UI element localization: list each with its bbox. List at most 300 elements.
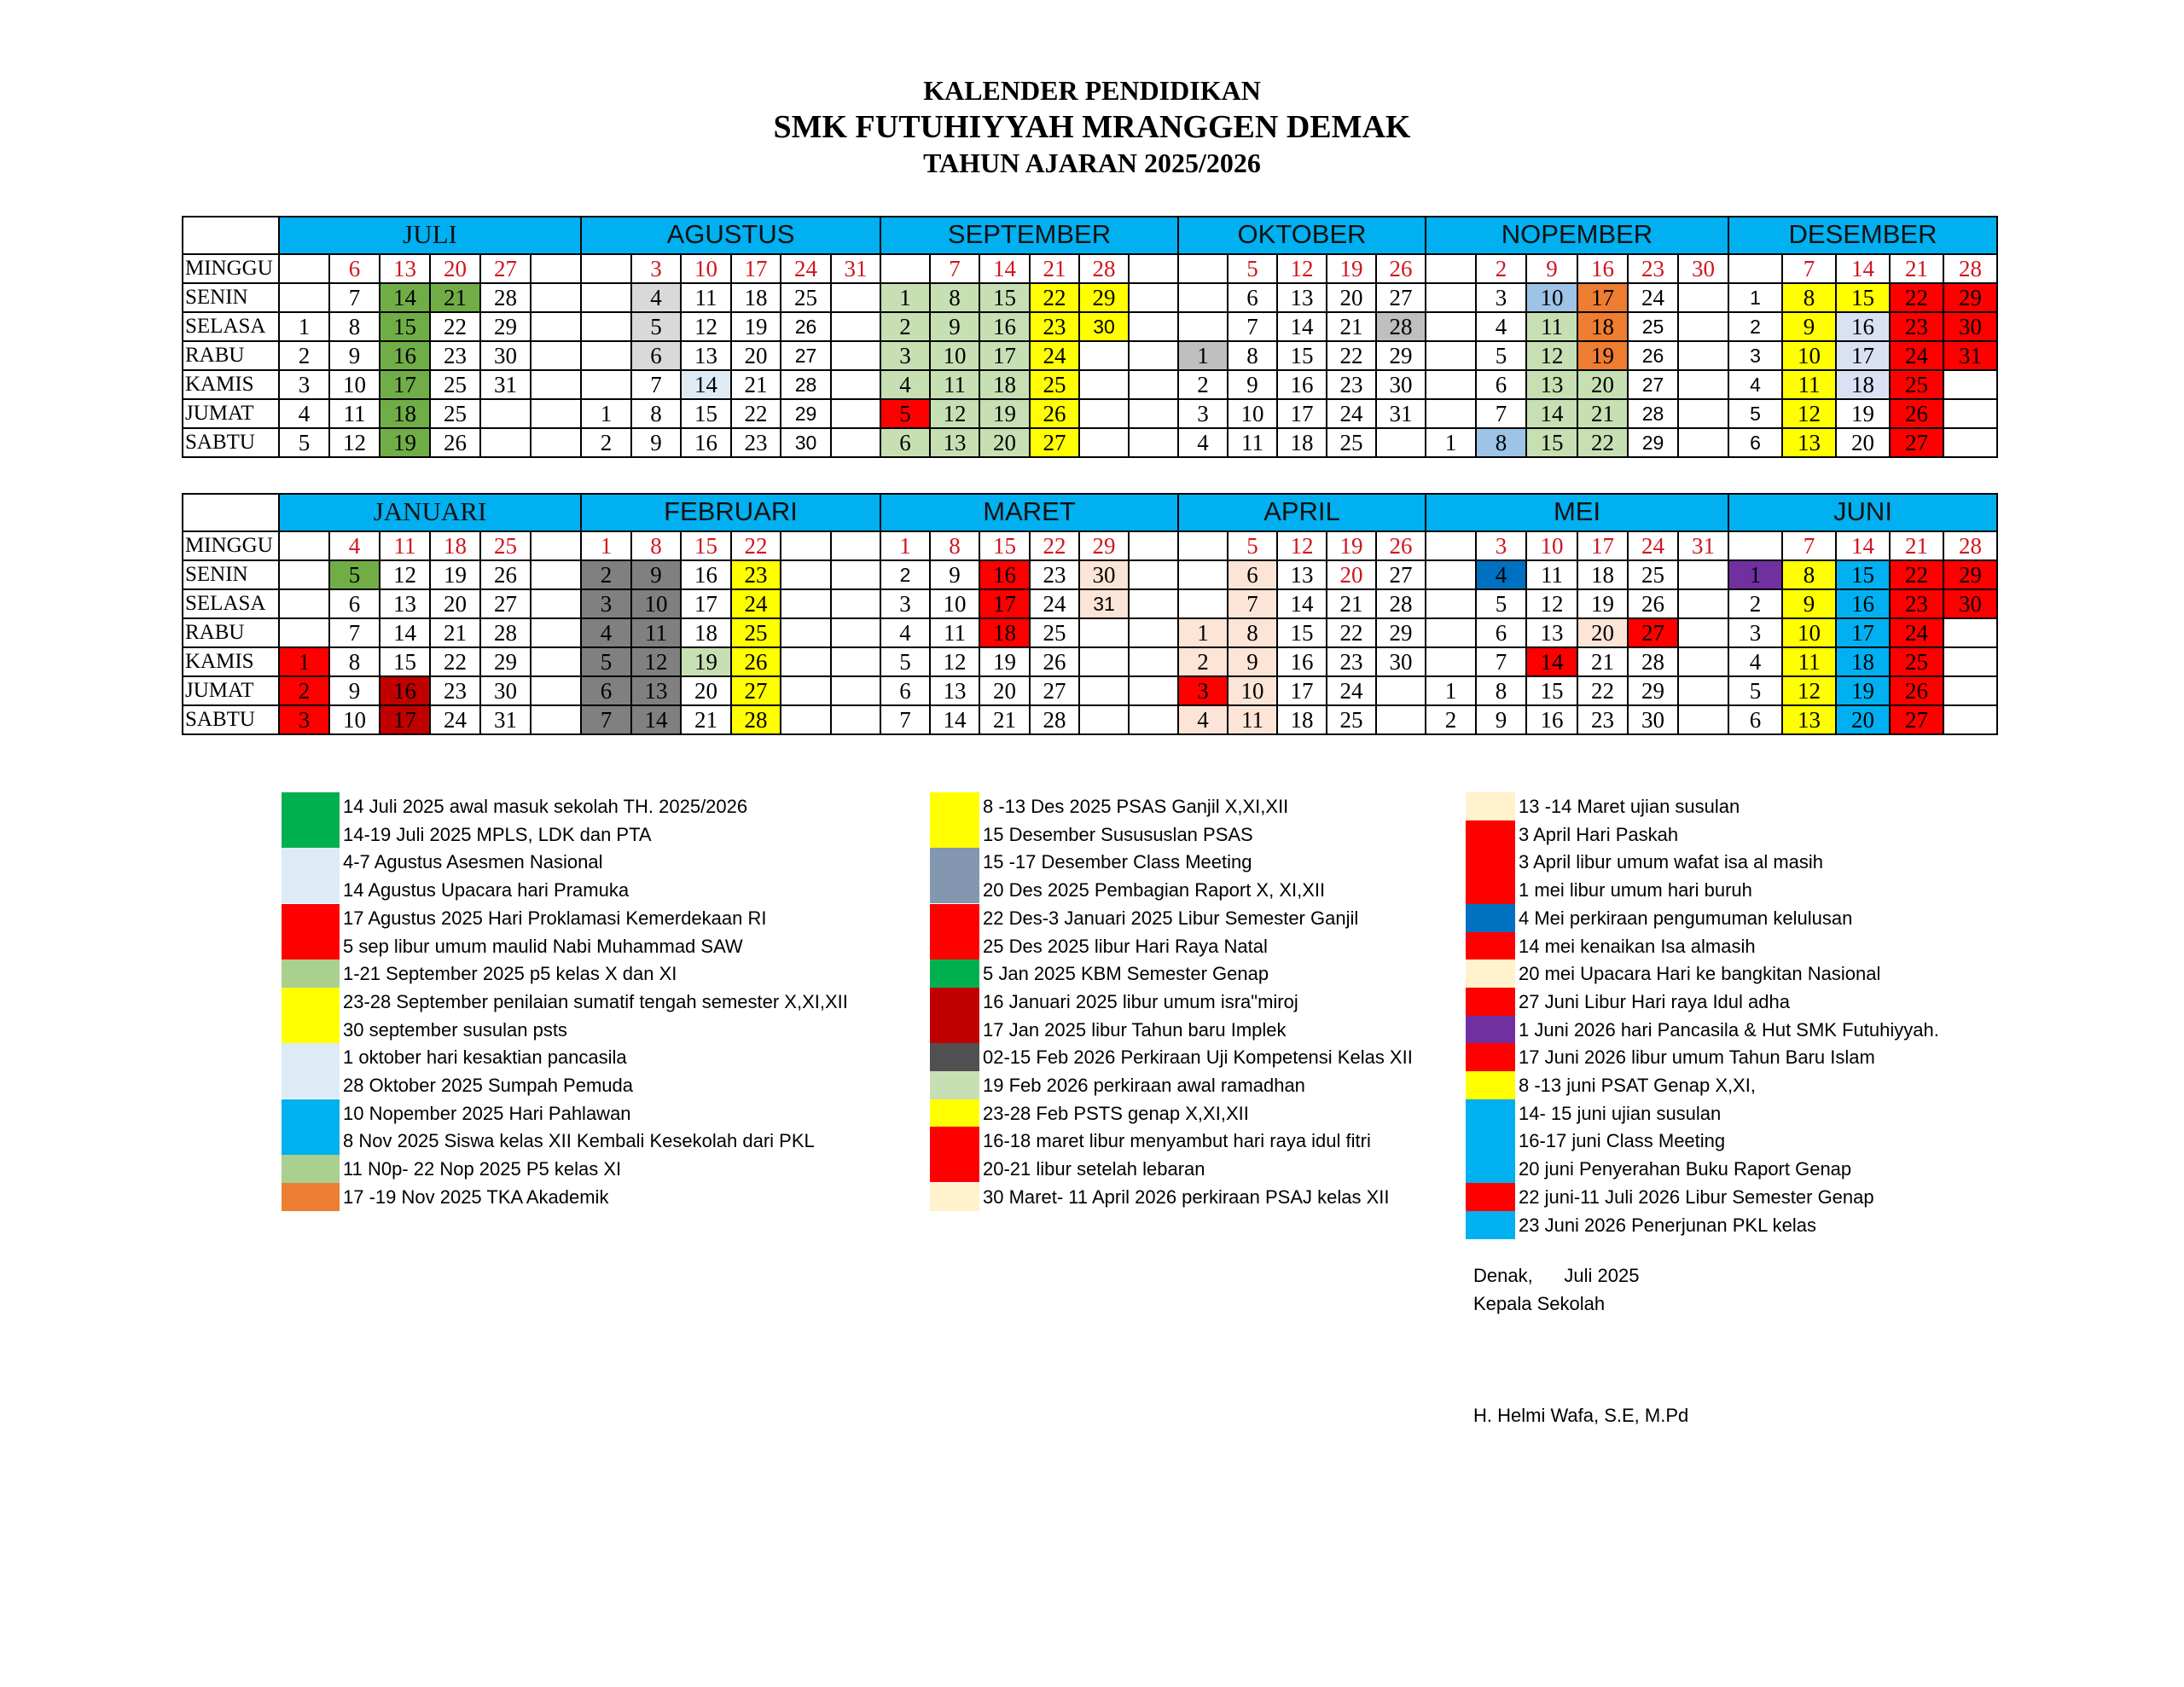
date-cell: 11 [1783, 648, 1837, 677]
date-cell: 12 [632, 648, 682, 677]
empty-cell [1179, 561, 1228, 590]
date-cell: 3 [881, 590, 931, 619]
legend-item: 19 Feb 2026 perkiraan awal ramadhan [983, 1075, 1305, 1096]
date-cell: 2 [1426, 706, 1477, 735]
date-cell: 26 [481, 561, 531, 590]
date-cell: 22 [1578, 429, 1629, 458]
legend-item: 30 september susulan psts [343, 1019, 567, 1041]
date-cell: 21 [1327, 313, 1377, 342]
date-cell: 28 [1629, 648, 1679, 677]
legend-item: 1 Juni 2026 hari Pancasila & Hut SMK Futuhiyyah. [1519, 1019, 1939, 1041]
legend-item: 23-28 September penilaian sumatif tengah semester X,XI,XII [343, 991, 848, 1012]
day-label-kamis: KAMIS [182, 371, 280, 400]
legend-item: 3 April libur umum wafat isa al masih [1519, 851, 1824, 872]
date-cell: 2 [1729, 313, 1783, 342]
legend-item: 22 Des-3 Januari 2025 Libur Semester Ganjil [983, 907, 1359, 929]
date-cell: 4 [632, 284, 682, 313]
date-cell: 18 [682, 619, 732, 648]
date-cell: 3 [1477, 532, 1527, 561]
empty-cell [1080, 400, 1130, 429]
date-cell: 7 [330, 284, 380, 313]
empty-cell [1130, 371, 1179, 400]
date-cell: 8 [1783, 561, 1837, 590]
date-cell: 14 [980, 255, 1031, 284]
date-cell: 22 [431, 648, 481, 677]
empty-cell [1679, 313, 1729, 342]
legend-item: 14 mei kenaikan Isa almasih [1519, 936, 1756, 957]
empty-cell [832, 429, 881, 458]
date-cell: 31 [1679, 532, 1729, 561]
date-cell: 18 [732, 284, 781, 313]
date-cell: 3 [582, 590, 632, 619]
date-cell: 11 [931, 619, 980, 648]
date-cell: 4 [280, 400, 330, 429]
date-cell: 22 [1031, 532, 1080, 561]
date-cell: 20 [1578, 371, 1629, 400]
date-cell: 29 [1080, 532, 1130, 561]
date-cell: 26 [1031, 648, 1080, 677]
date-cell: 24 [1327, 400, 1377, 429]
date-cell: 17 [1837, 342, 1891, 371]
date-cell: 26 [1891, 400, 1944, 429]
date-cell: 27 [1031, 429, 1080, 458]
date-cell: 20 [431, 590, 481, 619]
empty-cell [1944, 429, 1998, 458]
empty-cell [1179, 255, 1228, 284]
empty-cell [1679, 706, 1729, 735]
empty-cell [1130, 313, 1179, 342]
date-cell: 7 [1783, 532, 1837, 561]
date-cell: 9 [1228, 648, 1278, 677]
legend-item: 23-28 Feb PSTS genap X,XI,XII [983, 1103, 1249, 1124]
date-cell: 28 [1031, 706, 1080, 735]
day-label-sabtu: SABTU [182, 429, 280, 458]
date-cell: 27 [1629, 619, 1679, 648]
date-cell: 27 [1377, 284, 1426, 313]
date-cell: 4 [1477, 561, 1527, 590]
date-cell: 24 [1891, 619, 1944, 648]
legend-swatch [282, 959, 340, 988]
date-cell: 9 [632, 561, 682, 590]
date-cell: 8 [632, 532, 682, 561]
date-cell: 6 [881, 677, 931, 706]
date-cell: 19 [1327, 255, 1377, 284]
date-cell: 7 [582, 706, 632, 735]
date-cell: 22 [431, 313, 481, 342]
date-cell: 10 [931, 590, 980, 619]
date-cell: 16 [980, 561, 1031, 590]
date-cell: 8 [1228, 342, 1278, 371]
legend-swatch [1466, 1183, 1515, 1211]
date-cell: 27 [781, 342, 832, 371]
date-cell: 15 [682, 400, 732, 429]
date-cell: 11 [1527, 561, 1578, 590]
legend-item: 16 Januari 2025 libur umum isra"miroj [983, 991, 1298, 1012]
date-cell: 28 [1080, 255, 1130, 284]
date-cell: 25 [431, 371, 481, 400]
date-cell: 25 [1031, 619, 1080, 648]
empty-cell [832, 706, 881, 735]
date-cell: 18 [1578, 313, 1629, 342]
empty-cell [1130, 429, 1179, 458]
date-cell: 24 [1031, 590, 1080, 619]
empty-cell [832, 400, 881, 429]
date-cell: 18 [431, 532, 481, 561]
date-cell: 26 [1629, 590, 1679, 619]
month-header-agustus: AGUSTUS [582, 216, 881, 255]
date-cell: 7 [330, 619, 380, 648]
date-cell: 19 [732, 313, 781, 342]
date-cell: 17 [1837, 619, 1891, 648]
empty-cell [1080, 371, 1130, 400]
empty-cell [582, 284, 632, 313]
day-label-sabtu: SABTU [182, 706, 280, 735]
date-cell: 10 [330, 706, 380, 735]
legend-swatch [930, 1099, 979, 1128]
date-cell: 24 [1031, 342, 1080, 371]
date-cell: 13 [380, 590, 431, 619]
date-cell: 12 [1783, 400, 1837, 429]
empty-cell [1130, 706, 1179, 735]
date-cell: 26 [1377, 532, 1426, 561]
date-cell: 12 [380, 561, 431, 590]
legend-swatch [1466, 904, 1515, 932]
legend-item: 5 Jan 2025 KBM Semester Genap [983, 963, 1269, 984]
date-cell: 27 [1891, 429, 1944, 458]
empty-cell [832, 313, 881, 342]
date-cell: 18 [1278, 706, 1327, 735]
date-cell: 25 [781, 284, 832, 313]
date-cell: 21 [1891, 255, 1944, 284]
date-cell: 3 [1477, 284, 1527, 313]
day-label-selasa: SELASA [182, 313, 280, 342]
empty-cell [1679, 284, 1729, 313]
date-cell: 30 [1080, 561, 1130, 590]
legend-item: 17 -19 Nov 2025 TKA Akademik [343, 1186, 609, 1208]
date-cell: 24 [1629, 284, 1679, 313]
date-cell: 30 [1629, 706, 1679, 735]
day-label-kamis: KAMIS [182, 648, 280, 677]
date-cell: 3 [1179, 400, 1228, 429]
date-cell: 23 [1891, 590, 1944, 619]
legend-swatch [1466, 1211, 1515, 1239]
date-cell: 19 [1327, 532, 1377, 561]
empty-cell [832, 590, 881, 619]
empty-cell [1080, 619, 1130, 648]
date-cell: 25 [481, 532, 531, 561]
date-cell: 14 [380, 284, 431, 313]
empty-cell [1130, 284, 1179, 313]
empty-cell [1130, 648, 1179, 677]
date-cell: 16 [682, 561, 732, 590]
date-cell: 23 [1891, 313, 1944, 342]
month-header-februari: FEBRUARI [582, 493, 881, 532]
corner-cell [182, 493, 280, 532]
date-cell: 7 [1477, 400, 1527, 429]
date-cell: 10 [1783, 619, 1837, 648]
date-cell: 24 [1327, 677, 1377, 706]
date-cell: 3 [632, 255, 682, 284]
date-cell: 31 [481, 371, 531, 400]
date-cell: 11 [1228, 706, 1278, 735]
empty-cell [582, 255, 632, 284]
empty-cell [531, 619, 582, 648]
date-cell: 5 [1228, 255, 1278, 284]
legend-item: 8 -13 Des 2025 PSAS Ganjil X,XI,XII [983, 796, 1289, 817]
date-cell: 14 [632, 706, 682, 735]
date-cell: 25 [1327, 429, 1377, 458]
calendar-table-semester-2 [182, 493, 1998, 737]
date-cell: 13 [1278, 561, 1327, 590]
legend-item: 16-17 juni Class Meeting [1519, 1130, 1726, 1151]
empty-cell [1426, 342, 1477, 371]
empty-cell [1179, 590, 1228, 619]
date-cell: 24 [781, 255, 832, 284]
date-cell: 1 [1426, 429, 1477, 458]
legend-swatch [1466, 792, 1515, 820]
date-cell: 11 [380, 532, 431, 561]
month-header-nopember: NOPEMBER [1426, 216, 1729, 255]
month-header-juli: JULI [280, 216, 582, 255]
date-cell: 6 [1228, 561, 1278, 590]
date-cell: 30 [481, 677, 531, 706]
empty-cell [531, 561, 582, 590]
date-cell: 10 [632, 590, 682, 619]
empty-cell [531, 342, 582, 371]
date-cell: 26 [1629, 342, 1679, 371]
date-cell: 23 [732, 561, 781, 590]
legend-item: 25 Des 2025 libur Hari Raya Natal [983, 936, 1268, 957]
date-cell: 23 [1629, 255, 1679, 284]
empty-cell [280, 284, 330, 313]
date-cell: 22 [732, 532, 781, 561]
date-cell: 15 [980, 532, 1031, 561]
date-cell: 19 [980, 400, 1031, 429]
date-cell: 5 [1729, 677, 1783, 706]
date-cell: 4 [1729, 648, 1783, 677]
date-cell: 6 [330, 590, 380, 619]
empty-cell [1426, 619, 1477, 648]
empty-cell [1426, 313, 1477, 342]
legend-swatch [930, 1127, 979, 1182]
date-cell: 4 [1477, 313, 1527, 342]
empty-cell [531, 313, 582, 342]
date-cell: 9 [1783, 590, 1837, 619]
empty-cell [832, 342, 881, 371]
empty-cell [832, 371, 881, 400]
date-cell: 26 [781, 313, 832, 342]
date-cell: 16 [1278, 648, 1327, 677]
empty-cell [280, 532, 330, 561]
date-cell: 10 [1228, 400, 1278, 429]
date-cell: 23 [1327, 648, 1377, 677]
date-cell: 20 [1578, 619, 1629, 648]
legend-item: 13 -14 Maret ujian susulan [1519, 796, 1740, 817]
legend-swatch [930, 988, 979, 1043]
date-cell: 1 [1426, 677, 1477, 706]
empty-cell [1944, 706, 1998, 735]
date-cell: 8 [931, 532, 980, 561]
date-cell: 12 [931, 400, 980, 429]
empty-cell [1944, 677, 1998, 706]
date-cell: 4 [330, 532, 380, 561]
date-cell: 10 [931, 342, 980, 371]
date-cell: 5 [881, 400, 931, 429]
date-cell: 23 [732, 429, 781, 458]
legend-item: 1 oktober hari kesaktian pancasila [343, 1046, 627, 1068]
empty-cell [781, 619, 832, 648]
empty-cell [1377, 429, 1426, 458]
date-cell: 25 [1891, 648, 1944, 677]
date-cell: 15 [1527, 677, 1578, 706]
school-name: SMK FUTUHIYYAH MRANGGEN DEMAK [773, 109, 1411, 145]
date-cell: 25 [732, 619, 781, 648]
date-cell: 13 [1278, 284, 1327, 313]
date-cell: 29 [1080, 284, 1130, 313]
empty-cell [531, 284, 582, 313]
legend-swatch [282, 1183, 340, 1211]
date-cell: 21 [1327, 590, 1377, 619]
date-cell: 13 [682, 342, 732, 371]
date-cell: 22 [1578, 677, 1629, 706]
date-cell: 4 [1179, 706, 1228, 735]
empty-cell [1080, 706, 1130, 735]
legend-item: 8 -13 juni PSAT Genap X,XI, [1519, 1075, 1757, 1096]
date-cell: 27 [1377, 561, 1426, 590]
date-cell: 8 [931, 284, 980, 313]
date-cell: 6 [881, 429, 931, 458]
date-cell: 9 [330, 342, 380, 371]
empty-cell [881, 255, 931, 284]
date-cell: 28 [1629, 400, 1679, 429]
empty-cell [1729, 532, 1783, 561]
date-cell: 21 [1578, 648, 1629, 677]
date-cell: 20 [1837, 706, 1891, 735]
date-cell: 8 [1477, 429, 1527, 458]
date-cell: 9 [1527, 255, 1578, 284]
date-cell: 1 [280, 313, 330, 342]
legend-item: 14-19 Juli 2025 MPLS, LDK dan PTA [343, 824, 652, 845]
date-cell: 17 [1578, 284, 1629, 313]
date-cell: 16 [380, 677, 431, 706]
date-cell: 30 [1080, 313, 1130, 342]
date-cell: 27 [481, 255, 531, 284]
empty-cell [1130, 532, 1179, 561]
empty-cell [1426, 400, 1477, 429]
date-cell: 11 [1527, 313, 1578, 342]
legend-swatch [930, 848, 979, 903]
date-cell: 16 [1837, 590, 1891, 619]
day-label-senin: SENIN [182, 284, 280, 313]
date-cell: 30 [781, 429, 832, 458]
empty-cell [582, 371, 632, 400]
legend-item: 10 Nopember 2025 Hari Pahlawan [343, 1103, 631, 1124]
date-cell: 23 [1578, 706, 1629, 735]
date-cell: 13 [1783, 706, 1837, 735]
empty-cell [582, 342, 632, 371]
empty-cell [1426, 255, 1477, 284]
date-cell: 23 [431, 342, 481, 371]
empty-cell [1679, 677, 1729, 706]
empty-cell [1944, 400, 1998, 429]
empty-cell [531, 371, 582, 400]
legend-item: 20 Des 2025 Pembagian Raport X, XI,XII [983, 879, 1326, 901]
date-cell: 8 [330, 313, 380, 342]
empty-cell [781, 532, 832, 561]
date-cell: 20 [431, 255, 481, 284]
date-cell: 24 [732, 590, 781, 619]
date-cell: 17 [732, 255, 781, 284]
date-cell: 18 [380, 400, 431, 429]
date-cell: 16 [1278, 371, 1327, 400]
date-cell: 23 [431, 677, 481, 706]
date-cell: 29 [1629, 677, 1679, 706]
day-label-jumat: JUMAT [182, 677, 280, 706]
date-cell: 1 [1729, 284, 1783, 313]
empty-cell [1679, 400, 1729, 429]
date-cell: 14 [1837, 255, 1891, 284]
date-cell: 25 [1629, 313, 1679, 342]
date-cell: 12 [931, 648, 980, 677]
date-cell: 15 [380, 313, 431, 342]
legend-swatch [930, 959, 979, 988]
legend-item: 16-18 maret libur menyambut hari raya idul fitri [983, 1130, 1371, 1151]
date-cell: 12 [1278, 532, 1327, 561]
date-cell: 10 [1783, 342, 1837, 371]
date-cell: 30 [1377, 371, 1426, 400]
month-header-oktober: OKTOBER [1179, 216, 1426, 255]
date-cell: 16 [1527, 706, 1578, 735]
date-cell: 21 [1031, 255, 1080, 284]
date-cell: 1 [1179, 342, 1228, 371]
month-header-januari: JANUARI [280, 493, 582, 532]
legend-swatch [1466, 1099, 1515, 1183]
date-cell: 4 [1729, 371, 1783, 400]
legend-swatch [282, 1099, 340, 1155]
date-cell: 18 [1837, 371, 1891, 400]
date-cell: 7 [1228, 313, 1278, 342]
legend-swatch [930, 1183, 979, 1211]
date-cell: 13 [931, 429, 980, 458]
date-cell: 5 [1477, 342, 1527, 371]
date-cell: 19 [980, 648, 1031, 677]
legend-item: 27 Juni Libur Hari raya Idul adha [1519, 991, 1790, 1012]
date-cell: 14 [931, 706, 980, 735]
empty-cell [481, 400, 531, 429]
date-cell: 2 [881, 561, 931, 590]
date-cell: 9 [1228, 371, 1278, 400]
month-header-juni: JUNI [1729, 493, 1998, 532]
empty-cell [1944, 371, 1998, 400]
date-cell: 15 [1837, 284, 1891, 313]
date-cell: 5 [632, 313, 682, 342]
legend-swatch [282, 988, 340, 1043]
legend-item: 8 Nov 2025 Siswa kelas XII Kembali Kesekolah dari PKL [343, 1130, 815, 1151]
date-cell: 12 [682, 313, 732, 342]
date-cell: 7 [1783, 255, 1837, 284]
date-cell: 18 [1578, 561, 1629, 590]
empty-cell [1179, 284, 1228, 313]
date-cell: 19 [431, 561, 481, 590]
date-cell: 22 [1891, 284, 1944, 313]
date-cell: 2 [1179, 371, 1228, 400]
empty-cell [1179, 532, 1228, 561]
day-label-minggu: MINGGU [182, 255, 280, 284]
date-cell: 13 [931, 677, 980, 706]
date-cell: 18 [980, 371, 1031, 400]
date-cell: 5 [1477, 590, 1527, 619]
empty-cell [1130, 255, 1179, 284]
